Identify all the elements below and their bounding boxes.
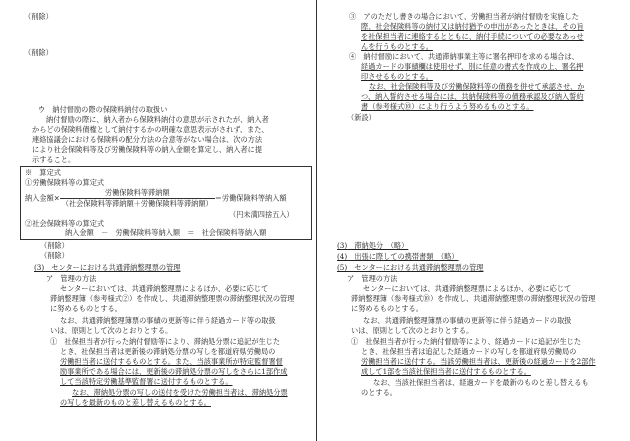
paragraph-line: とき、社保担当者は追記した経過カードの写しを都道府県労働局の (361, 347, 577, 356)
paragraph-line: 経過カードの事績欄は使用せず、別に任意の書式を作成の上、署名押 (361, 62, 584, 71)
paragraph-line: 示すること。 (32, 155, 76, 164)
deleted-marker: （削除） (40, 241, 69, 250)
paragraph-line: のとする。 (361, 388, 397, 397)
paragraph-line: を社保担当者に連絡するとともに、納付手続についての必要なあっせ (361, 32, 584, 41)
formula-item: ①労働保険料等の算定式 (25, 178, 105, 187)
paragraph-line: からどの保険料債権として納付するかの明確な意思表示がされず、また、 (32, 125, 269, 134)
formula-box (20, 166, 312, 240)
fraction-denominator: （社会保険料等滞納額＋労働保険料等滞納額） (61, 199, 213, 208)
paragraph-line: 滞納整理簿（参考様式⑩）を作成し、共通滞納整理票の滞納整理状況の管理 (351, 294, 596, 303)
deleted-marker: （削除） (24, 12, 53, 21)
paragraph-line: に努めるものとする。 (50, 304, 122, 313)
paragraph-line: ① 社保担当者が行った納付督励等により、滞納処分票に追記が生じた (50, 337, 281, 346)
paragraph-line: して当該特定労働基準監督署に送付するものとする。 (60, 377, 233, 386)
paragraph-line: なお、共通滞納整理簿票の事績の更新等に伴う経過カードの取扱 (363, 316, 572, 325)
paragraph-line: 労働担当者に送付するものとする。また、当該事業所が特定監督署督 (60, 357, 283, 366)
paragraph-line: 成して1部を当該社保担当者に送付するものとする。 (361, 367, 531, 376)
paragraph-line: ① 社保担当者が行った納付督励等により、経過カードに追記が生じた (351, 337, 582, 346)
paragraph-line: 書（参考様式⑩）により行うよう努めるものとする。 (361, 102, 534, 111)
paragraph-line: んを行うものとする。 (361, 42, 433, 51)
left-column (20, 0, 312, 441)
subheading: ア 管理の方法 (347, 274, 398, 283)
formula-prefix: 納入金額× (25, 193, 60, 203)
paragraph-line: 滞納整理簿（参考様式②）を作成し、共通滞納整理票の滞納整理状況の管理 (50, 294, 295, 303)
paragraph-line: いは、原則として次のとおりとする。 (50, 326, 173, 335)
paragraph-line: センターにおいては、共通滞納整理票によるほか、必要に応じて (60, 284, 269, 293)
right-column (329, 0, 619, 441)
deleted-marker: （削除） (40, 251, 69, 260)
formula-item: ②社会保険料等の算定式 (25, 219, 105, 228)
fraction (60, 188, 215, 209)
paragraph-line: の写しを最新のものと差し替えるものとする。 (60, 398, 211, 407)
section-heading: ウ 納付督励の際の保険料納付の取扱い (38, 105, 168, 114)
paragraph-line: 印させるものとする。 (361, 72, 433, 81)
paragraph-line: 励事業所である場合には、更新後の滞納処分票の写しをさらに1部作成 (60, 367, 288, 376)
paragraph-line: に努めるものとする。 (351, 304, 423, 313)
subheading: ア 管理の方法 (46, 274, 97, 283)
paragraph-line: ③ アのただし書きの場合において、労働担当者が納付督励を実施した (349, 12, 579, 21)
paragraph-line: 労働担当者に送付する。当該労働担当者は、更新後の経過カードを2部作 (361, 357, 596, 366)
paragraph-line: なお、滞納処分票の写しの送付を受けた労働担当者は、滞納処分票 (72, 388, 288, 397)
section-heading: (3) 滞納処分 （略） (337, 241, 409, 250)
paragraph-line: により社会保険料等及び労働保険料等の納入金額を算定し、納入者に提 (32, 145, 263, 154)
paragraph-line: 納付督励の際に、納入者から保険料納付の意思が示されたが、納入者 (46, 115, 269, 124)
new-marker: （新設） (347, 113, 376, 122)
paragraph-line: なお、当該社保担当者は、経過カードを最新のものと差し替えるも (373, 378, 589, 387)
formula-line (25, 188, 287, 209)
paragraph-line: なお、社会保険料等及び労働保険料等の債務を併せて承認させ、か (369, 82, 585, 91)
section-heading: (5) センターにおける共通滞納整理票の管理 (337, 263, 484, 272)
paragraph-line: 連絡協議会における保険料の配分方法の合意等がない場合は、次の方法 (32, 135, 263, 144)
formula-note: （円未満四捨五入） (229, 210, 294, 219)
section-heading: (3) センターにおける共通滞納整理票の管理 (34, 263, 181, 272)
column-divider (316, 0, 317, 441)
paragraph-line: いは、原則として次のとおりとする。 (351, 326, 474, 335)
paragraph-line: とき、社保担当者は更新後の滞納処分票の写しを都道府県労働局の (60, 347, 276, 356)
formula-suffix: ＝労働保険料等納入額 (214, 193, 287, 203)
fraction-numerator: 労働保険料等滞納額 (60, 188, 215, 199)
formula-line: 納入金額 － 労働保険料等納入額 ＝ 社会保険料等納入額 (65, 228, 267, 237)
paragraph-line: 際、社会保険料等の納付又は納付猶予の申出があったときは、その旨 (361, 22, 584, 31)
section-heading: (4) 出張に際しての携帯書類 （略） (337, 252, 459, 261)
deleted-marker: （削除） (24, 48, 53, 57)
formula-title: ※ 算定式 (25, 168, 61, 177)
paragraph-line: センターにおいては、共通滞納整理票によるほか、必要に応じて (363, 284, 572, 293)
paragraph-line: つ、納入誓約させる場合には、共納保険料等の債務承認及び納入誓約 (361, 92, 584, 101)
paragraph-line: ④ 納付督励において、共通滞納事業主等に署名押印を求める場合は、 (349, 52, 579, 61)
paragraph-line: なお、共通滞納整理簿票の事績の更新等に伴う経過カード等の取扱 (60, 316, 276, 325)
